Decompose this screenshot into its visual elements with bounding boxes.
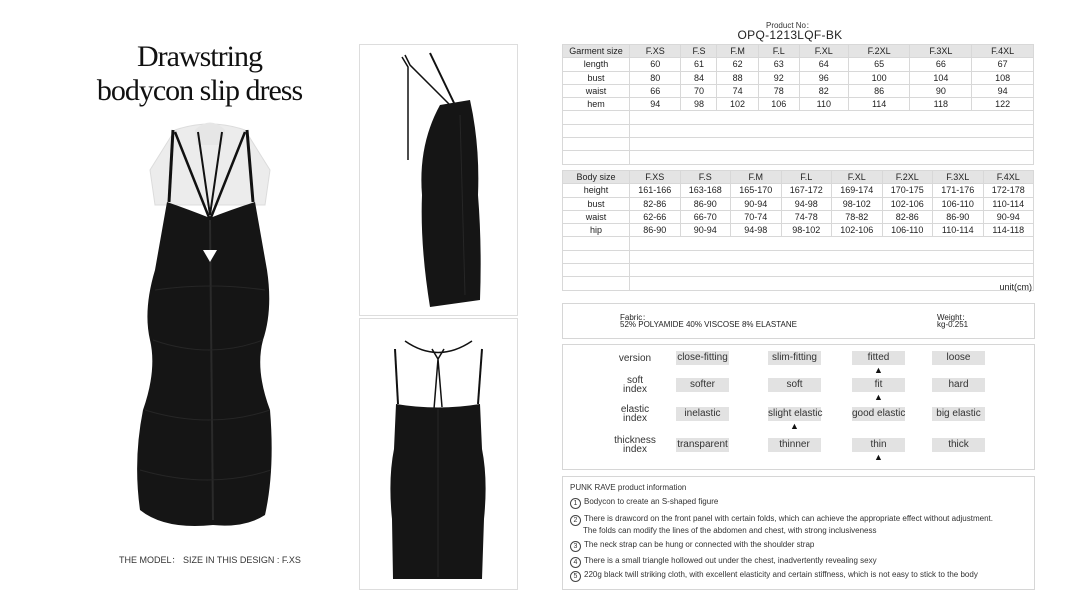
info-number-icon: 4 <box>570 557 581 568</box>
info-item <box>570 514 993 536</box>
empty-cell <box>630 151 1034 164</box>
table-cell: 94 <box>972 84 1034 97</box>
info-item <box>570 570 978 582</box>
garment-size-table <box>562 44 1034 165</box>
index-option: big elastic <box>932 407 985 421</box>
empty-cell <box>563 277 630 290</box>
table-cell: 102-106 <box>882 197 933 210</box>
front-photo <box>95 110 325 550</box>
table-row <box>563 184 1034 197</box>
table-header-cell: F.S <box>680 171 731 184</box>
table-cell: 90-94 <box>680 224 731 237</box>
table-cell: 84 <box>681 71 717 84</box>
index-option: hard <box>932 378 985 392</box>
row-label-cell: hip <box>563 224 630 237</box>
index-label <box>595 376 675 394</box>
table-cell: 66-70 <box>680 210 731 223</box>
table-cell: 96 <box>799 71 848 84</box>
table-header-cell: F.XS <box>630 45 681 58</box>
table-cell: 70-74 <box>731 210 782 223</box>
table-cell: 114-118 <box>983 224 1034 237</box>
info-number-icon: 2 <box>570 515 581 526</box>
empty-cell <box>630 138 1034 151</box>
table-cell: 74-78 <box>781 210 832 223</box>
table-cell: 74 <box>717 84 758 97</box>
fabric-label: Fabric： <box>620 313 651 322</box>
title-line-1: Drawstring <box>137 40 262 73</box>
table-cell: 90-94 <box>731 197 782 210</box>
table-header-cell: F.4XL <box>972 45 1034 58</box>
table-header-cell: F.3XL <box>910 45 972 58</box>
info-item <box>570 497 718 509</box>
table-cell: 67 <box>972 58 1034 71</box>
empty-cell <box>563 151 630 164</box>
empty-cell <box>630 237 1034 250</box>
index-label-line: thickness <box>614 435 656 446</box>
selected-marker-icon: ▲ <box>874 452 883 462</box>
weight-label: Weight： <box>937 313 970 322</box>
index-label-line: version <box>618 353 652 364</box>
index-label-line: index <box>623 444 647 455</box>
table-header-cell: F.M <box>717 45 758 58</box>
index-label <box>595 436 675 454</box>
empty-row <box>563 237 1034 250</box>
table-cell: 114 <box>848 98 910 111</box>
table-header-row <box>563 45 1034 58</box>
index-option: thinner <box>768 438 821 452</box>
info-text: Bodycon to create an S-shaped figure <box>584 497 719 506</box>
table-cell: 82 <box>799 84 848 97</box>
table-header-cell: F.3XL <box>933 171 984 184</box>
table-header-cell: F.XL <box>799 45 848 58</box>
table-cell: 98 <box>681 98 717 111</box>
table-header-row <box>563 171 1034 184</box>
index-label-line: index <box>623 413 647 424</box>
table-row <box>563 84 1034 97</box>
empty-cell <box>630 264 1034 277</box>
index-label-line: index <box>623 384 647 395</box>
table-cell: 88 <box>717 71 758 84</box>
table-cell: 165-170 <box>731 184 782 197</box>
table-cell: 86-90 <box>630 224 681 237</box>
index-label-line: soft <box>626 375 644 386</box>
back-dress-illustration <box>360 319 517 589</box>
index-option: thick <box>932 438 985 452</box>
table-cell: 172-178 <box>983 184 1034 197</box>
empty-cell <box>630 250 1034 263</box>
table-cell: 94-98 <box>781 197 832 210</box>
product-title <box>92 40 307 108</box>
table-row <box>563 58 1034 71</box>
info-number-icon: 3 <box>570 541 581 552</box>
info-text: The neck strap can be hung or connected with the shoulder strap <box>584 540 815 549</box>
table-cell: 64 <box>799 58 848 71</box>
index-option: slight elastic <box>768 408 823 419</box>
table-cell: 66 <box>910 58 972 71</box>
table-cell: 163-168 <box>680 184 731 197</box>
product-number-label: Product No： <box>765 21 815 30</box>
index-option: softer <box>676 378 729 392</box>
row-label-cell: height <box>563 184 630 197</box>
index-label <box>595 354 675 363</box>
table-row <box>563 197 1034 210</box>
table-cell: 61 <box>681 58 717 71</box>
empty-row <box>563 250 1034 263</box>
table-header-cell: F.XS <box>630 171 681 184</box>
table-cell: 98-102 <box>832 197 883 210</box>
index-option: thin <box>852 438 905 452</box>
table-row <box>563 224 1034 237</box>
table-cell: 62 <box>717 58 758 71</box>
index-option: fitted <box>852 351 905 365</box>
table-cell: 66 <box>630 84 681 97</box>
info-item <box>570 556 877 568</box>
table-cell: 65 <box>848 58 910 71</box>
table-header-cell: F.L <box>781 171 832 184</box>
table-header-cell: F.L <box>758 45 799 58</box>
table-cell: 86-90 <box>933 210 984 223</box>
empty-cell <box>563 237 630 250</box>
table-cell: 161-166 <box>630 184 681 197</box>
table-cell: 94 <box>630 98 681 111</box>
table-cell: 63 <box>758 58 799 71</box>
back-photo <box>359 318 518 590</box>
weight-value: kg-0.251 <box>937 320 969 329</box>
model-size-note: THE MODEL： SIZE IN THIS DESIGN : F.XS <box>119 555 301 565</box>
product-number: OPQ-1213LQF-BK <box>737 28 843 42</box>
index-option: fit <box>852 378 905 392</box>
empty-row <box>563 124 1034 137</box>
table-header-cell: F.2XL <box>848 45 910 58</box>
table-cell: 90-94 <box>983 210 1034 223</box>
side-photo <box>359 44 518 316</box>
table-cell: 170-175 <box>882 184 933 197</box>
info-title: PUNK RAVE product information <box>570 483 687 492</box>
table-cell: 86-90 <box>680 197 731 210</box>
index-option: close-fitting <box>677 352 728 363</box>
side-dress-illustration <box>360 45 517 315</box>
row-label-cell: length <box>563 58 630 71</box>
table-cell: 106-110 <box>882 224 933 237</box>
table-header-cell: F.4XL <box>983 171 1034 184</box>
empty-row <box>563 151 1034 164</box>
table-cell: 171-176 <box>933 184 984 197</box>
row-label-cell: hem <box>563 98 630 111</box>
table-cell: 110 <box>799 98 848 111</box>
empty-row <box>563 264 1034 277</box>
table-row <box>563 71 1034 84</box>
table-cell: 102 <box>717 98 758 111</box>
empty-cell <box>563 138 630 151</box>
table-cell: 102-106 <box>832 224 883 237</box>
info-item <box>570 540 814 552</box>
empty-cell <box>630 124 1034 137</box>
table-cell: 122 <box>972 98 1034 111</box>
empty-cell <box>563 250 630 263</box>
empty-cell <box>630 111 1034 124</box>
table-cell: 104 <box>910 71 972 84</box>
row-label-cell: waist <box>563 84 630 97</box>
info-number-icon: 1 <box>570 498 581 509</box>
table-cell: 62-66 <box>630 210 681 223</box>
table-cell: 110-114 <box>983 197 1034 210</box>
index-label-line: elastic <box>620 404 650 415</box>
table-cell: 167-172 <box>781 184 832 197</box>
empty-cell <box>630 277 1034 290</box>
table-cell: 80 <box>630 71 681 84</box>
table-header-cell: F.XL <box>832 171 883 184</box>
index-option: inelastic <box>676 407 729 421</box>
fabric-value: 52% POLYAMIDE 40% VISCOSE 8% ELASTANE <box>620 320 797 329</box>
info-text: There is drawcord on the front panel with certain folds, which can achieve the appropriate effect without adjustment. <box>584 514 993 523</box>
table-row <box>563 98 1034 111</box>
table-cell: 60 <box>630 58 681 71</box>
empty-cell <box>563 111 630 124</box>
table-cell: 90 <box>910 84 972 97</box>
table-header-cell: F.2XL <box>882 171 933 184</box>
index-option: slim-fitting <box>768 351 821 365</box>
index-option: loose <box>932 351 985 365</box>
empty-row <box>563 277 1034 290</box>
table-header-cell: Garment size <box>563 45 630 58</box>
index-option: soft <box>768 378 821 392</box>
table-cell: 169-174 <box>832 184 883 197</box>
table-cell: 106 <box>758 98 799 111</box>
table-header-cell: Body size <box>563 171 630 184</box>
table-cell: 82-86 <box>882 210 933 223</box>
row-label-cell: bust <box>563 197 630 210</box>
table-row <box>563 210 1034 223</box>
selected-marker-icon: ▲ <box>790 421 799 431</box>
empty-cell <box>563 264 630 277</box>
table-cell: 118 <box>910 98 972 111</box>
table-cell: 78-82 <box>832 210 883 223</box>
table-cell: 92 <box>758 71 799 84</box>
title-line-2: bodycon slip dress <box>96 74 303 107</box>
table-cell: 100 <box>848 71 910 84</box>
table-cell: 94-98 <box>731 224 782 237</box>
info-number-icon: 5 <box>570 571 581 582</box>
selected-marker-icon: ▲ <box>874 365 883 375</box>
table-cell: 82-86 <box>630 197 681 210</box>
empty-row <box>563 111 1034 124</box>
table-cell: 70 <box>681 84 717 97</box>
row-label-cell: bust <box>563 71 630 84</box>
unit-label: unit(cm) <box>999 282 1032 292</box>
table-cell: 78 <box>758 84 799 97</box>
index-option: good elastic <box>852 408 906 419</box>
index-label <box>595 405 675 423</box>
table-cell: 98-102 <box>781 224 832 237</box>
table-header-cell: F.M <box>731 171 782 184</box>
index-option: transparent <box>677 439 728 450</box>
selected-marker-icon: ▲ <box>874 392 883 402</box>
empty-cell <box>563 124 630 137</box>
table-cell: 110-114 <box>933 224 984 237</box>
info-text: 220g black twill striking cloth, with excellent elasticity and certain stiffness, which is not easy to stick to the body <box>584 570 978 579</box>
row-label-cell: waist <box>563 210 630 223</box>
front-dress-illustration <box>95 110 325 550</box>
table-cell: 106-110 <box>933 197 984 210</box>
info-text: There is a small triangle hollowed out under the chest, inadvertently revealing sexy <box>584 556 877 565</box>
info-text: The folds can modify the lines of the abdomen and chest, with strong inclusiveness <box>583 526 877 535</box>
table-cell: 108 <box>972 71 1034 84</box>
body-size-table <box>562 170 1034 291</box>
empty-row <box>563 138 1034 151</box>
table-cell: 86 <box>848 84 910 97</box>
table-header-cell: F.S <box>681 45 717 58</box>
